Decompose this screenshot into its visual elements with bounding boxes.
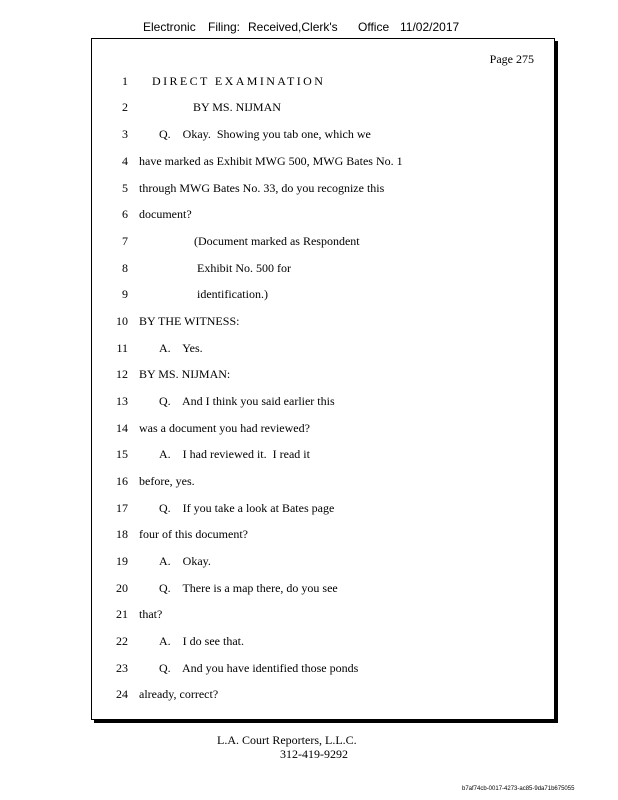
transcript-line [92, 581, 552, 597]
transcript-line [92, 100, 552, 116]
line-number: 20 [116, 581, 128, 595]
line-text: before, yes. [139, 474, 195, 488]
line-number: 12 [116, 367, 128, 381]
line-text: Q. There is a map there, do you see [159, 581, 338, 595]
line-number: 11 [116, 341, 128, 355]
transcript-line [92, 287, 552, 303]
line-number: 22 [116, 634, 128, 648]
document-id: b7af74cb-0017-4273-ac85-9da71b675055 [462, 786, 575, 792]
line-text: through MWG Bates No. 33, do you recognize this [139, 181, 385, 195]
transcript-line [92, 74, 552, 90]
line-text: (Document marked as Respondent [194, 234, 360, 248]
line-number: 16 [116, 474, 128, 488]
line-number: 7 [122, 234, 128, 248]
line-number: 5 [122, 181, 128, 195]
transcript-line [92, 501, 552, 517]
line-text: have marked as Exhibit MWG 500, MWG Bates No. 1 [139, 154, 403, 168]
transcript-line [92, 554, 552, 570]
line-number: 24 [116, 687, 128, 701]
transcript-line [92, 181, 552, 197]
line-text: Exhibit No. 500 for [197, 261, 291, 275]
transcript-line [92, 607, 552, 623]
transcript-page [91, 38, 555, 720]
line-text: BY MS. NIJMAN: [139, 367, 231, 381]
transcript-line [92, 341, 552, 357]
transcript-line [92, 207, 552, 223]
line-text: already, correct? [139, 687, 219, 701]
reporter-phone: 312-419-9292 [280, 747, 348, 761]
header-filing: Filing: [208, 20, 241, 34]
line-text: four of this document? [139, 527, 248, 541]
header-office: Office [358, 20, 390, 34]
header-received: Received,Clerk's [248, 20, 338, 34]
transcript-line [92, 127, 552, 143]
transcript-line [92, 394, 552, 410]
transcript-line [92, 367, 552, 383]
transcript-line [92, 314, 552, 330]
line-number: 6 [122, 207, 128, 221]
line-number: 19 [116, 554, 128, 568]
line-text: A. Okay. [159, 554, 211, 568]
line-text: identification.) [197, 287, 268, 301]
line-number: 13 [116, 394, 128, 408]
line-number: 3 [122, 127, 128, 141]
page-number: Page 275 [489, 52, 534, 66]
line-text: BY THE WITNESS: [139, 314, 240, 328]
line-text: that? [139, 607, 163, 621]
line-text: Q. And you have identified those ponds [159, 661, 359, 675]
line-text: Q. Okay. Showing you tab one, which we [159, 127, 371, 141]
line-number: 10 [116, 314, 128, 328]
line-number: 18 [116, 527, 128, 541]
line-number: 8 [122, 261, 128, 275]
line-number: 9 [122, 287, 128, 301]
transcript-line [92, 634, 552, 650]
line-text: document? [139, 207, 192, 221]
line-text: Q. And I think you said earlier this [159, 394, 335, 408]
reporter-firm: L.A. Court Reporters, L.L.C. [217, 733, 357, 747]
line-text: DIRECT EXAMINATION [152, 74, 326, 88]
header-date: 11/02/2017 [400, 20, 460, 34]
line-text: A. I had reviewed it. I read it [159, 447, 310, 461]
line-number: 21 [116, 607, 128, 621]
line-number: 1 [122, 74, 128, 88]
line-number: 2 [122, 100, 128, 114]
line-number: 4 [122, 154, 128, 168]
transcript-line [92, 661, 552, 677]
transcript-line [92, 234, 552, 250]
line-number: 14 [116, 421, 128, 435]
line-text: A. I do see that. [159, 634, 244, 648]
transcript-line [92, 687, 552, 703]
transcript-line [92, 474, 552, 490]
line-text: Q. If you take a look at Bates page [159, 501, 335, 515]
line-text: was a document you had reviewed? [139, 421, 310, 435]
transcript-line [92, 447, 552, 463]
transcript-line [92, 261, 552, 277]
line-number: 23 [116, 661, 128, 675]
line-text: A. Yes. [159, 341, 203, 355]
transcript-line [92, 527, 552, 543]
line-number: 15 [116, 447, 128, 461]
header-electronic: Electronic [143, 20, 196, 34]
transcript-line [92, 421, 552, 437]
transcript-line [92, 154, 552, 170]
line-text: BY MS. NIJMAN [193, 100, 281, 114]
line-number: 17 [116, 501, 128, 515]
